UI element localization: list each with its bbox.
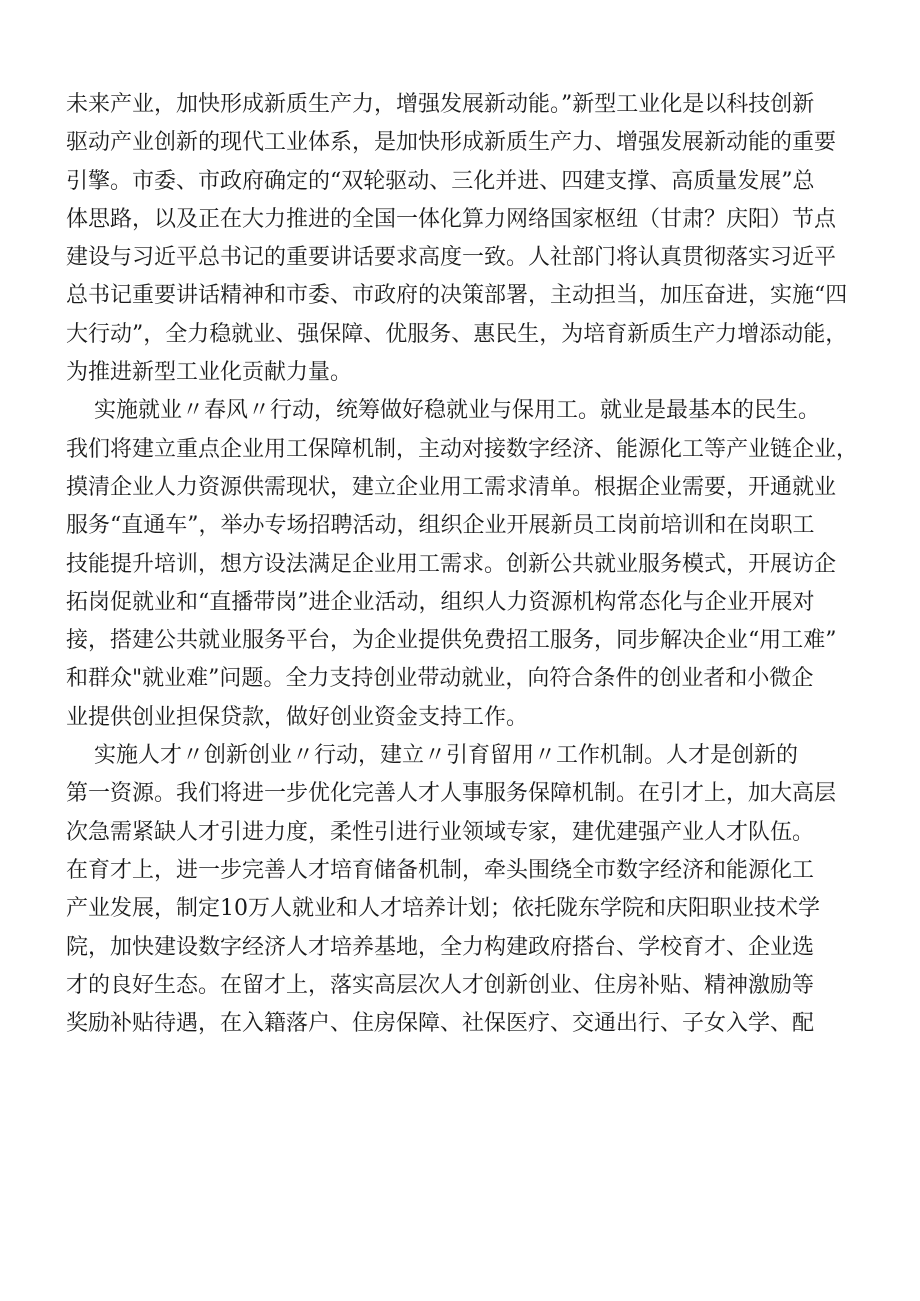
text-line: 摸清企业人力资源供需现状，建立企业用工需求清单。根据企业需要，开通就业: [66, 474, 837, 500]
text-line: 才的良好生态。在留才上，落实高层次人才创新创业、住房补贴、精神激励等: [66, 972, 815, 998]
text-line: 业提供创业担保贷款，做好创业资金支持工作。: [66, 704, 529, 730]
text-line: 奖励补贴待遇，在入籍落户、住房保障、社保医疗、交通出行、子女入学、配: [66, 1011, 815, 1037]
text-line: 大行动”，全力稳就业、强保障、优服务、惠民生，为培育新质生产力增添动能，: [66, 321, 848, 347]
text-line: 第一资源。我们将进一步优化完善人才人事服务保障机制。在引才上，加大高层: [66, 781, 837, 807]
text-line: 我们将建立重点企业用工保障机制，主动对接数字经济、能源化工等产业链企业，: [66, 436, 859, 462]
text-line: 技能提升培训，想方设法满足企业用工需求。创新公共就业服务模式，开展访企: [66, 551, 837, 577]
text-line: 实施就业〃春风〃行动，统筹做好稳就业与保用工。就业是最基本的民生。: [66, 398, 820, 424]
text-line: 拓岗促就业和“直播带岗”进企业活动，组织人力资源机构常态化与企业开展对: [66, 589, 815, 615]
body-text: [66, 86, 866, 1043]
text-line: 次急需紧缺人才引进力度，柔性引进行业领域专家，建优建强产业人才队伍。: [66, 819, 815, 845]
text-line: 体思路，以及正在大力推进的全国一体化算力网络国家枢纽（甘肃？庆阳）节点: [66, 206, 837, 232]
text-line: 未来产业，加快形成新质生产力，增强发展新动能。”新型工业化是以科技创新: [66, 92, 815, 117]
text-line: 服务“直通车”，举办专场招聘活动，组织企业开展新员工岗前培训和在岗职工: [66, 513, 815, 539]
text-line: 接，搭建公共就业服务平台，为企业提供免费招工服务，同步解决企业“用工难”: [66, 628, 837, 654]
text-line: 为推进新型工业化贡献力量。: [66, 360, 353, 386]
text-line: 院，加快建设数字经济人才培养基地，全力构建政府搭台、学校育才、企业选: [66, 934, 815, 960]
text-line: 总书记重要讲话精神和市委、市政府的决策部署，主动担当，加压奋进，实施“四: [66, 283, 848, 309]
text-line: 建设与习近平总书记的重要讲话要求高度一致。人社部门将认真贯彻落实习近平: [66, 245, 837, 271]
text-line: 驱动产业创新的现代工业体系，是加快形成新质生产力、增强发展新动能的重要: [66, 130, 837, 156]
text-line: 和群众"就业难”问题。全力支持创业带动就业，向符合条件的创业者和小微企: [66, 666, 814, 692]
text-line: 在育才上，进一步完善人才培育储备机制，牵头围绕全市数字经济和能源化工: [66, 857, 815, 883]
text-line: 实施人才〃创新创业〃行动，建立〃引育留用〃工作机制。人才是创新的: [66, 743, 798, 769]
text-line: 产业发展，制定10万人就业和人才培养计划；依托陇东学院和庆阳职业技术学: [66, 896, 820, 922]
text-line: 引擎。市委、市政府确定的“双轮驱动、三化并进、四建支撑、高质量发展”总: [66, 168, 815, 194]
